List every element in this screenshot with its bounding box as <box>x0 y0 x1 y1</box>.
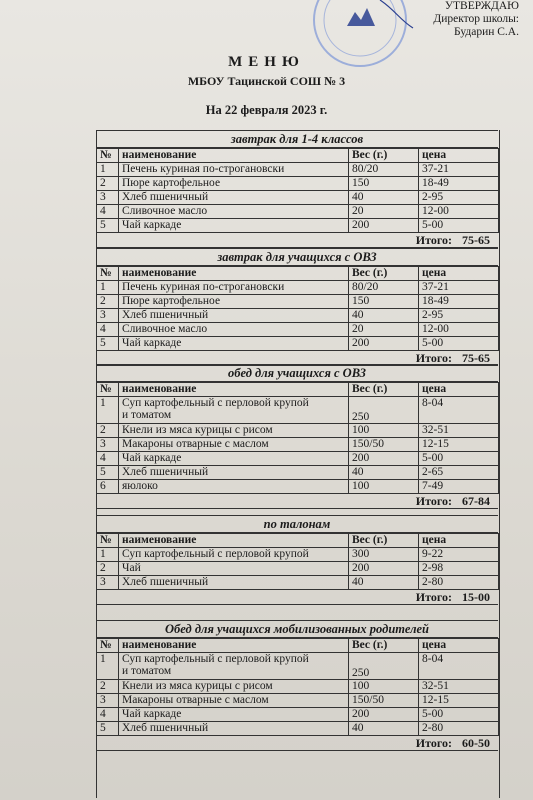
menu-table <box>96 148 499 233</box>
table-row <box>97 219 499 233</box>
dish-price: 9-22 <box>419 548 499 562</box>
row-number: 3 <box>97 576 119 590</box>
table-row <box>97 191 499 205</box>
section-total <box>96 494 498 509</box>
column-header-weight: Вес (г.) <box>349 534 419 548</box>
dish-price: 37-21 <box>419 281 499 295</box>
table-row <box>97 694 499 708</box>
dish-name <box>119 205 349 219</box>
total-value: 15-00 <box>462 590 490 604</box>
row-number: 2 <box>97 562 119 576</box>
dish-price: 2-95 <box>419 191 499 205</box>
table-row <box>97 309 499 323</box>
dish-weight: 150 <box>349 177 419 191</box>
row-number: 2 <box>97 680 119 694</box>
dish-name-line: Суп картофельный с перловой крупой <box>122 653 309 665</box>
dish-weight: 250 <box>349 397 419 424</box>
table-row <box>97 323 499 337</box>
dish-name <box>119 562 349 576</box>
dish-price: 8-04 <box>419 397 499 424</box>
dish-name-line: Чай каркаде <box>122 452 182 464</box>
column-header-name: наименование <box>119 149 349 163</box>
dish-name <box>119 397 349 424</box>
row-number: 1 <box>97 397 119 424</box>
dish-weight: 200 <box>349 708 419 722</box>
row-number: 1 <box>97 653 119 680</box>
dish-price: 18-49 <box>419 177 499 191</box>
dish-name-line: Суп картофельный с перловой крупой <box>122 397 309 409</box>
table-header-row <box>97 534 499 548</box>
column-header-num: № <box>97 149 119 163</box>
section-title: по талонам <box>96 515 498 533</box>
row-number: 3 <box>97 694 119 708</box>
dish-weight: 40 <box>349 191 419 205</box>
dish-weight: 20 <box>349 323 419 337</box>
dish-name-line: Печень куриная по-строгановски <box>122 163 285 175</box>
section-title: завтрак для учащихся с ОВЗ <box>96 248 498 266</box>
dish-weight: 40 <box>349 309 419 323</box>
table-row <box>97 281 499 295</box>
director-name: Бударин С.А. <box>454 26 519 38</box>
column-header-weight: Вес (г.) <box>349 267 419 281</box>
dish-name <box>119 295 349 309</box>
dish-name <box>119 722 349 736</box>
row-number: 5 <box>97 219 119 233</box>
dish-name <box>119 337 349 351</box>
dish-name <box>119 480 349 494</box>
total-value: 60-50 <box>462 736 490 750</box>
menu-section <box>96 364 498 509</box>
column-header-num: № <box>97 383 119 397</box>
menu-table <box>96 266 499 351</box>
row-number: 2 <box>97 177 119 191</box>
row-number: 1 <box>97 163 119 177</box>
table-row <box>97 548 499 562</box>
table-row <box>97 680 499 694</box>
table-row <box>97 653 499 680</box>
section-total <box>96 233 498 248</box>
dish-name-line: Чай каркаде <box>122 219 182 231</box>
dish-price: 5-00 <box>419 219 499 233</box>
dish-name-line: Чай каркаде <box>122 337 182 349</box>
column-header-weight: Вес (г.) <box>349 639 419 653</box>
dish-price: 2-80 <box>419 722 499 736</box>
dish-name-line: Хлеб пшеничный <box>122 191 209 203</box>
dish-name <box>119 708 349 722</box>
dish-weight: 40 <box>349 576 419 590</box>
row-number: 5 <box>97 337 119 351</box>
table-row <box>97 480 499 494</box>
row-number: 4 <box>97 708 119 722</box>
dish-weight: 100 <box>349 680 419 694</box>
dish-name-line-2: и томатом <box>122 665 172 677</box>
dish-price: 18-49 <box>419 295 499 309</box>
dish-price: 5-00 <box>419 452 499 466</box>
dish-weight: 200 <box>349 562 419 576</box>
dish-name-line: Хлеб пшеничный <box>122 576 209 588</box>
section-title: Обед для учащихся мобилизованных родителей <box>96 620 498 638</box>
dish-weight: 250 <box>349 653 419 680</box>
section-title: завтрак для 1-4 классов <box>96 130 498 148</box>
menu-table <box>96 382 499 494</box>
dish-weight: 100 <box>349 480 419 494</box>
dish-name-line: Пюре картофельное <box>122 177 221 189</box>
dish-name-line: Сливочное масло <box>122 205 208 217</box>
dish-price: 12-15 <box>419 694 499 708</box>
school-name: МБОУ Тацинской СОШ № 3 <box>187 74 346 88</box>
table-row <box>97 337 499 351</box>
dish-name-line: Макароны отварные с маслом <box>122 438 269 450</box>
dish-name <box>119 452 349 466</box>
row-number: 1 <box>97 548 119 562</box>
table-header-row <box>97 383 499 397</box>
dish-weight: 80/20 <box>349 163 419 177</box>
column-header-price: цена <box>419 383 499 397</box>
table-header-row <box>97 639 499 653</box>
dish-name-line: Кнели из мяса курицы с рисом <box>122 424 273 436</box>
row-number: 5 <box>97 466 119 480</box>
column-header-price: цена <box>419 267 499 281</box>
table-row <box>97 397 499 424</box>
dish-name <box>119 576 349 590</box>
total-label: Итого: <box>415 590 452 604</box>
column-header-weight: Вес (г.) <box>349 383 419 397</box>
dish-name <box>119 424 349 438</box>
dish-name <box>119 281 349 295</box>
dish-price: 7-49 <box>419 480 499 494</box>
table-row <box>97 295 499 309</box>
dish-name-line: Сливочное масло <box>122 323 208 335</box>
column-header-price: цена <box>419 534 499 548</box>
page-title: МЕНЮ <box>228 54 305 70</box>
dish-weight: 150/50 <box>349 438 419 452</box>
dish-weight: 300 <box>349 548 419 562</box>
total-label: Итого: <box>415 494 452 508</box>
dish-weight: 150 <box>349 295 419 309</box>
menu-table <box>96 533 499 590</box>
table-header-row <box>97 267 499 281</box>
column-header-num: № <box>97 267 119 281</box>
dish-name <box>119 191 349 205</box>
menu-section <box>96 130 498 248</box>
dish-name <box>119 438 349 452</box>
row-number: 5 <box>97 722 119 736</box>
menu-section <box>96 515 498 605</box>
total-value: 67-84 <box>462 494 490 508</box>
menu-section <box>96 248 498 366</box>
dish-name-line: Хлеб пшеничный <box>122 722 209 734</box>
dish-weight: 40 <box>349 466 419 480</box>
section-total <box>96 736 498 751</box>
table-row <box>97 576 499 590</box>
dish-name-line: Хлеб пшеничный <box>122 309 209 321</box>
column-header-num: № <box>97 639 119 653</box>
dish-weight: 200 <box>349 219 419 233</box>
dish-price: 5-00 <box>419 337 499 351</box>
dish-price: 2-80 <box>419 576 499 590</box>
dish-price: 12-15 <box>419 438 499 452</box>
dish-price: 12-00 <box>419 323 499 337</box>
table-row <box>97 177 499 191</box>
dish-name <box>119 680 349 694</box>
column-header-weight: Вес (г.) <box>349 149 419 163</box>
dish-name-line: Чай каркаде <box>122 708 182 720</box>
dish-weight: 80/20 <box>349 281 419 295</box>
row-number: 6 <box>97 480 119 494</box>
dish-weight: 200 <box>349 452 419 466</box>
table-row <box>97 163 499 177</box>
row-number: 1 <box>97 281 119 295</box>
dish-name <box>119 548 349 562</box>
dish-name <box>119 309 349 323</box>
row-number: 2 <box>97 424 119 438</box>
dish-name <box>119 653 349 680</box>
column-header-name: наименование <box>119 534 349 548</box>
director-label: Директор школы: <box>433 13 519 25</box>
approve-word: УТВЕРЖДАЮ <box>444 0 519 12</box>
dish-name <box>119 694 349 708</box>
dish-name-line: Суп картофельный с перловой крупой <box>122 548 309 560</box>
dish-name <box>119 466 349 480</box>
dish-name-line: Макароны отварные с маслом <box>122 694 269 706</box>
menu-table <box>96 638 499 736</box>
row-number: 3 <box>97 438 119 452</box>
column-header-num: № <box>97 534 119 548</box>
dish-name-line-2: и томатом <box>122 409 172 421</box>
dish-price: 32-51 <box>419 680 499 694</box>
table-row <box>97 466 499 480</box>
dish-price: 37-21 <box>419 163 499 177</box>
dish-name <box>119 163 349 177</box>
dish-weight: 200 <box>349 337 419 351</box>
table-row <box>97 205 499 219</box>
table-row <box>97 708 499 722</box>
total-label: Итого: <box>415 233 452 247</box>
section-total <box>96 590 498 605</box>
column-header-name: наименование <box>119 267 349 281</box>
dish-name-line: яюлоко <box>122 480 158 492</box>
column-header-name: наименование <box>119 639 349 653</box>
row-number: 3 <box>97 309 119 323</box>
dish-name-line: Пюре картофельное <box>122 295 221 307</box>
dish-name-line: Чай <box>122 562 141 574</box>
dish-price: 5-00 <box>419 708 499 722</box>
dish-weight: 40 <box>349 722 419 736</box>
dish-weight: 20 <box>349 205 419 219</box>
table-header-row <box>97 149 499 163</box>
column-header-price: цена <box>419 639 499 653</box>
total-value: 75-65 <box>462 233 490 247</box>
row-number: 4 <box>97 323 119 337</box>
dish-price: 32-51 <box>419 424 499 438</box>
column-header-name: наименование <box>119 383 349 397</box>
dish-price: 2-98 <box>419 562 499 576</box>
total-value: 75-65 <box>462 351 490 365</box>
dish-price: 12-00 <box>419 205 499 219</box>
total-label: Итого: <box>415 736 452 750</box>
table-row <box>97 562 499 576</box>
column-header-price: цена <box>419 149 499 163</box>
dish-weight: 150/50 <box>349 694 419 708</box>
dish-price: 2-95 <box>419 309 499 323</box>
total-label: Итого: <box>415 351 452 365</box>
row-number: 3 <box>97 191 119 205</box>
row-number: 4 <box>97 205 119 219</box>
dish-name-line: Хлеб пшеничный <box>122 466 209 478</box>
dish-name-line: Печень куриная по-строгановски <box>122 281 285 293</box>
table-row <box>97 438 499 452</box>
dish-name-line: Кнели из мяса курицы с рисом <box>122 680 273 692</box>
dish-name <box>119 219 349 233</box>
table-row <box>97 722 499 736</box>
dish-weight: 100 <box>349 424 419 438</box>
section-title: обед для учащихся с ОВЗ <box>96 364 498 382</box>
table-row <box>97 452 499 466</box>
menu-date: На 22 февраля 2023 г. <box>205 103 328 117</box>
table-row <box>97 424 499 438</box>
menu-section <box>96 620 498 751</box>
dish-price: 8-04 <box>419 653 499 680</box>
row-number: 2 <box>97 295 119 309</box>
row-number: 4 <box>97 452 119 466</box>
dish-name <box>119 177 349 191</box>
dish-name <box>119 323 349 337</box>
approval-block <box>433 0 519 39</box>
dish-price: 2-65 <box>419 466 499 480</box>
